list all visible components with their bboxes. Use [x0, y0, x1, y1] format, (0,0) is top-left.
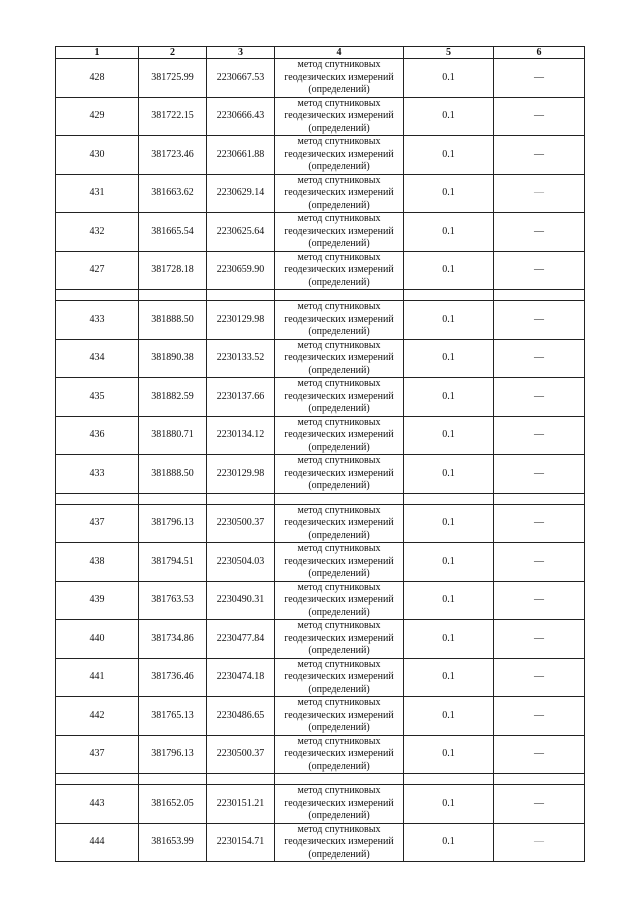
method-line: метод спутниковых	[297, 339, 381, 351]
method-line: геодезических измерений	[284, 467, 394, 479]
method-cell	[275, 416, 404, 455]
group-separator-row	[56, 290, 585, 301]
method-line: (определений)	[308, 722, 370, 733]
method-cell	[275, 658, 404, 697]
table-row	[56, 301, 585, 340]
method-line: геодезических измерений	[284, 709, 394, 721]
coord-y: 2230629.14	[207, 174, 275, 213]
dash-cell: —	[494, 455, 585, 494]
method-line: (определений)	[308, 364, 370, 376]
coord-x: 381796.13	[139, 504, 207, 543]
method-cell	[275, 97, 404, 136]
method-line: геодезических измерений	[284, 264, 394, 275]
method-line: метод спутниковых	[297, 97, 381, 109]
method-cell	[275, 378, 404, 417]
dash-cell: —	[494, 658, 585, 697]
table-row	[56, 785, 585, 824]
coord-y: 2230151.21	[207, 785, 275, 824]
coord-x: 381890.38	[139, 339, 207, 378]
point-number: 444	[56, 823, 139, 862]
method-cell	[275, 620, 404, 659]
method-line: геодезических измерений	[284, 632, 394, 644]
coord-x: 381652.05	[139, 785, 207, 824]
method-line: (определений)	[308, 326, 370, 337]
method-line: метод спутниковых	[297, 251, 381, 263]
dash-cell: —	[494, 59, 585, 98]
method-line: метод спутниковых	[297, 455, 381, 466]
method-cell	[275, 785, 404, 824]
method-line: метод спутниковых	[297, 823, 381, 835]
dash-cell: —	[494, 378, 585, 417]
table-row	[56, 378, 585, 417]
method-line: геодезических измерений	[284, 71, 394, 83]
empty-cell	[494, 290, 585, 301]
dash-cell: —	[494, 581, 585, 620]
dash-cell: —	[494, 697, 585, 736]
coord-x: 381765.13	[139, 697, 207, 736]
coord-y: 2230154.71	[207, 823, 275, 862]
accuracy-value: 0.1	[404, 658, 494, 697]
accuracy-value: 0.1	[404, 543, 494, 582]
dash-cell: —	[494, 785, 585, 824]
empty-cell	[56, 290, 139, 301]
accuracy-value: 0.1	[404, 735, 494, 774]
method-line: (определений)	[308, 199, 370, 211]
coord-y: 2230661.88	[207, 136, 275, 175]
header-cell-6: 6	[494, 47, 585, 59]
point-number: 431	[56, 174, 139, 213]
header-cell-4: 4	[275, 47, 404, 59]
empty-cell	[207, 774, 275, 785]
table-row	[56, 251, 585, 290]
point-number: 439	[56, 581, 139, 620]
method-cell	[275, 339, 404, 378]
header-cell-5: 5	[404, 47, 494, 59]
method-line: метод спутниковых	[297, 59, 381, 70]
dash-cell: —	[494, 620, 585, 659]
empty-cell	[207, 493, 275, 504]
method-line: геодезических измерений	[284, 313, 394, 325]
header-cell-1: 1	[56, 47, 139, 59]
point-number: 433	[56, 455, 139, 494]
method-cell	[275, 59, 404, 98]
method-cell	[275, 504, 404, 543]
table-row	[56, 455, 585, 494]
coord-x: 381880.71	[139, 416, 207, 455]
point-number: 432	[56, 213, 139, 252]
coord-y: 2230504.03	[207, 543, 275, 582]
method-cell	[275, 823, 404, 862]
dash-cell: —	[494, 543, 585, 582]
method-line: (определений)	[308, 161, 370, 172]
accuracy-value: 0.1	[404, 339, 494, 378]
method-cell	[275, 251, 404, 290]
dash-cell: —	[494, 174, 585, 213]
table-row	[56, 339, 585, 378]
method-line: метод спутниковых	[297, 301, 381, 312]
dash-cell: —	[494, 97, 585, 136]
table-row	[56, 97, 585, 136]
empty-cell	[139, 493, 207, 504]
accuracy-value: 0.1	[404, 301, 494, 340]
method-line: (определений)	[308, 122, 370, 134]
coord-x: 381734.86	[139, 620, 207, 659]
empty-cell	[404, 774, 494, 785]
coord-y: 2230137.66	[207, 378, 275, 417]
point-number: 440	[56, 620, 139, 659]
accuracy-value: 0.1	[404, 213, 494, 252]
table-row	[56, 581, 585, 620]
method-line: геодезических измерений	[284, 429, 394, 440]
table-row	[56, 620, 585, 659]
table-row	[56, 136, 585, 175]
accuracy-value: 0.1	[404, 823, 494, 862]
header-row	[56, 47, 585, 59]
method-line: (определений)	[308, 683, 370, 695]
method-line: метод спутниковых	[297, 620, 381, 631]
method-cell	[275, 581, 404, 620]
method-line: (определений)	[308, 403, 370, 414]
method-line: геодезических измерений	[284, 671, 394, 682]
method-cell	[275, 735, 404, 774]
empty-cell	[139, 774, 207, 785]
table-row	[56, 543, 585, 582]
point-number: 437	[56, 504, 139, 543]
method-line: (определений)	[308, 529, 370, 541]
method-line: геодезических измерений	[284, 517, 394, 528]
accuracy-value: 0.1	[404, 251, 494, 290]
table-row	[56, 823, 585, 862]
group-separator-row	[56, 774, 585, 785]
method-line: (определений)	[308, 645, 370, 656]
coord-y: 2230667.53	[207, 59, 275, 98]
method-line: геодезических измерений	[284, 390, 394, 402]
point-number: 442	[56, 697, 139, 736]
coord-y: 2230490.31	[207, 581, 275, 620]
coord-y: 2230500.37	[207, 735, 275, 774]
table-row	[56, 174, 585, 213]
method-line: метод спутниковых	[297, 416, 381, 428]
accuracy-value: 0.1	[404, 581, 494, 620]
accuracy-value: 0.1	[404, 59, 494, 98]
method-line: геодезических измерений	[284, 836, 394, 847]
table-row	[56, 658, 585, 697]
accuracy-value: 0.1	[404, 504, 494, 543]
coord-x: 381725.99	[139, 59, 207, 98]
coord-y: 2230659.90	[207, 251, 275, 290]
coord-x: 381728.18	[139, 251, 207, 290]
accuracy-value: 0.1	[404, 455, 494, 494]
point-number: 428	[56, 59, 139, 98]
coord-x: 381722.15	[139, 97, 207, 136]
method-line: метод спутниковых	[297, 581, 381, 593]
table-row	[56, 735, 585, 774]
point-number: 433	[56, 301, 139, 340]
method-line: метод спутниковых	[297, 697, 381, 708]
dash-cell: —	[494, 301, 585, 340]
method-line: геодезических измерений	[284, 110, 394, 121]
point-number: 435	[56, 378, 139, 417]
method-line: (определений)	[308, 441, 370, 453]
coordinates-table-body	[56, 47, 585, 862]
empty-cell	[404, 493, 494, 504]
header-cell-3: 3	[207, 47, 275, 59]
table-row	[56, 59, 585, 98]
coordinates-table	[55, 46, 585, 862]
point-number: 438	[56, 543, 139, 582]
dash-cell: —	[494, 251, 585, 290]
accuracy-value: 0.1	[404, 620, 494, 659]
point-number: 443	[56, 785, 139, 824]
accuracy-value: 0.1	[404, 785, 494, 824]
coord-x: 381736.46	[139, 658, 207, 697]
method-line: (определений)	[308, 606, 370, 618]
dash-cell: —	[494, 504, 585, 543]
method-line: геодезических измерений	[284, 352, 394, 363]
coord-x: 381665.54	[139, 213, 207, 252]
method-line: геодезических измерений	[284, 555, 394, 567]
empty-cell	[207, 290, 275, 301]
method-line: геодезических измерений	[284, 148, 394, 160]
method-line: (определений)	[308, 760, 370, 772]
point-number: 436	[56, 416, 139, 455]
method-line: (определений)	[308, 568, 370, 579]
dash-cell: —	[494, 416, 585, 455]
method-cell	[275, 213, 404, 252]
method-cell	[275, 301, 404, 340]
coord-x: 381723.46	[139, 136, 207, 175]
method-line: (определений)	[308, 276, 370, 288]
method-line: (определений)	[308, 480, 370, 491]
coord-x: 381796.13	[139, 735, 207, 774]
empty-cell	[275, 774, 404, 785]
method-line: (определений)	[308, 810, 370, 821]
empty-cell	[139, 290, 207, 301]
point-number: 430	[56, 136, 139, 175]
method-line: метод спутниковых	[297, 735, 381, 747]
header-cell-2: 2	[139, 47, 207, 59]
method-line: геодезических измерений	[284, 594, 394, 605]
method-line: метод спутниковых	[297, 543, 381, 554]
coord-y: 2230134.12	[207, 416, 275, 455]
coord-y: 2230625.64	[207, 213, 275, 252]
method-cell	[275, 174, 404, 213]
dash-cell: —	[494, 735, 585, 774]
method-cell	[275, 455, 404, 494]
empty-cell	[56, 774, 139, 785]
empty-cell	[56, 493, 139, 504]
method-line: метод спутниковых	[297, 174, 381, 186]
method-line: геодезических измерений	[284, 797, 394, 809]
empty-cell	[275, 493, 404, 504]
point-number: 434	[56, 339, 139, 378]
accuracy-value: 0.1	[404, 174, 494, 213]
coord-x: 381882.59	[139, 378, 207, 417]
dash-cell: —	[494, 823, 585, 862]
method-line: геодезических измерений	[284, 225, 394, 237]
method-line: метод спутниковых	[297, 136, 381, 147]
coord-x: 381794.51	[139, 543, 207, 582]
dash-cell: —	[494, 339, 585, 378]
method-line: (определений)	[308, 84, 370, 95]
empty-cell	[494, 774, 585, 785]
dash-cell: —	[494, 136, 585, 175]
coord-y: 2230500.37	[207, 504, 275, 543]
coord-x: 381653.99	[139, 823, 207, 862]
coord-x: 381888.50	[139, 455, 207, 494]
method-line: метод спутниковых	[297, 785, 381, 796]
point-number: 441	[56, 658, 139, 697]
coord-y: 2230486.65	[207, 697, 275, 736]
accuracy-value: 0.1	[404, 697, 494, 736]
point-number: 429	[56, 97, 139, 136]
table-row	[56, 416, 585, 455]
coord-y: 2230474.18	[207, 658, 275, 697]
coord-y: 2230477.84	[207, 620, 275, 659]
table-row	[56, 213, 585, 252]
accuracy-value: 0.1	[404, 97, 494, 136]
coord-y: 2230666.43	[207, 97, 275, 136]
accuracy-value: 0.1	[404, 136, 494, 175]
method-line: метод спутниковых	[297, 213, 381, 224]
accuracy-value: 0.1	[404, 378, 494, 417]
coord-y: 2230129.98	[207, 455, 275, 494]
method-line: (определений)	[308, 238, 370, 249]
method-line: метод спутниковых	[297, 504, 381, 516]
coord-x: 381888.50	[139, 301, 207, 340]
method-line: метод спутниковых	[297, 378, 381, 389]
method-cell	[275, 697, 404, 736]
method-line: (определений)	[308, 848, 370, 860]
group-separator-row	[56, 493, 585, 504]
empty-cell	[275, 290, 404, 301]
dash-cell: —	[494, 213, 585, 252]
point-number: 427	[56, 251, 139, 290]
method-line: метод спутниковых	[297, 658, 381, 670]
method-line: геодезических измерений	[284, 187, 394, 198]
method-cell	[275, 543, 404, 582]
coord-x: 381763.53	[139, 581, 207, 620]
coord-x: 381663.62	[139, 174, 207, 213]
coord-y: 2230129.98	[207, 301, 275, 340]
table-row	[56, 504, 585, 543]
method-cell	[275, 136, 404, 175]
table-row	[56, 697, 585, 736]
empty-cell	[494, 493, 585, 504]
coord-y: 2230133.52	[207, 339, 275, 378]
point-number: 437	[56, 735, 139, 774]
empty-cell	[404, 290, 494, 301]
accuracy-value: 0.1	[404, 416, 494, 455]
method-line: геодезических измерений	[284, 748, 394, 759]
